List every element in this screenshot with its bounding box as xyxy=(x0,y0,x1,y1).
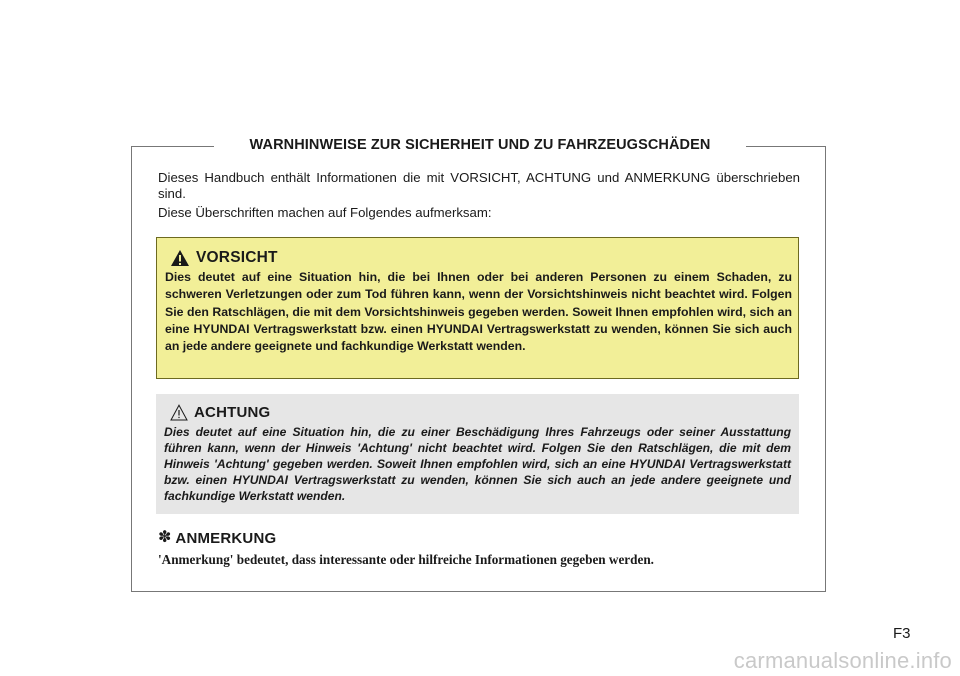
watermark-link[interactable]: carmanualsonline.info xyxy=(733,648,952,673)
note-text: 'Anmerkung' bedeutet, dass interessante oder hilfreiche Informationen gegeben werden. xyxy=(158,552,654,567)
page-number: F3 xyxy=(893,625,911,642)
warning-title: VORSICHT xyxy=(196,249,278,266)
caution-title: ACHTUNG xyxy=(194,404,271,421)
intro-paragraph-2: Diese Überschriften machen auf Folgendes aufmerksam: xyxy=(158,205,492,220)
warning-box xyxy=(156,237,799,379)
note-title: ANMERKUNG xyxy=(175,529,277,547)
caution-icon xyxy=(170,404,188,421)
asterisk-icon: ✽ xyxy=(158,529,172,546)
caution-header xyxy=(170,404,270,421)
section-title: WARNHINWEISE ZUR SICHERHEIT UND ZU FAHRZEUGSCHÄDEN xyxy=(214,133,746,157)
warning-icon xyxy=(170,249,190,267)
caution-text: Dies deutet auf eine Situation hin, die zu einer Beschädigung Ihres Fahrzeugs oder seiner Ausstattung führen kann, wenn der Hinweis 'Achtung' nicht beachtet wird. Folgen Sie den Ratschlägen, die mit dem Hinweis 'Achtung' gegeben werden. Soweit Ihnen empfohlen wird, sich an eine HYUNDAI Vertragswerkstatt bzw. einen HYUNDAI Vertragswerkstatt zu wenden, können Sie sich auch an jede andere geeignete und fachkundige Werkstatt wenden. xyxy=(164,425,791,503)
warning-text: Dies deutet auf eine Situation hin, die bei Ihnen oder bei anderen Personen zu einem Schaden, zu schweren Verletzungen oder zum Tod führen kann, wenn der Vorsichtshinweis nicht beachtet wird. Folgen Sie den Ratschlägen, die mit dem Vorsichtshinweis gegeben werden. Soweit Ihnen empfohlen wird, sich an eine HYUNDAI Vertragswerkstatt bzw. einen HYUNDAI Vertragswerkstatt zu wenden, können Sie sich auch an jede andere geeignete und fachkundige Werkstatt wenden. xyxy=(165,270,792,354)
warning-header xyxy=(170,249,278,267)
note-header xyxy=(158,529,276,547)
caution-box xyxy=(156,394,799,514)
intro-paragraph: Dieses Handbuch enthält Informationen die mit VORSICHT, ACHTUNG und ANMERKUNG überschrieben sind. xyxy=(158,170,800,201)
